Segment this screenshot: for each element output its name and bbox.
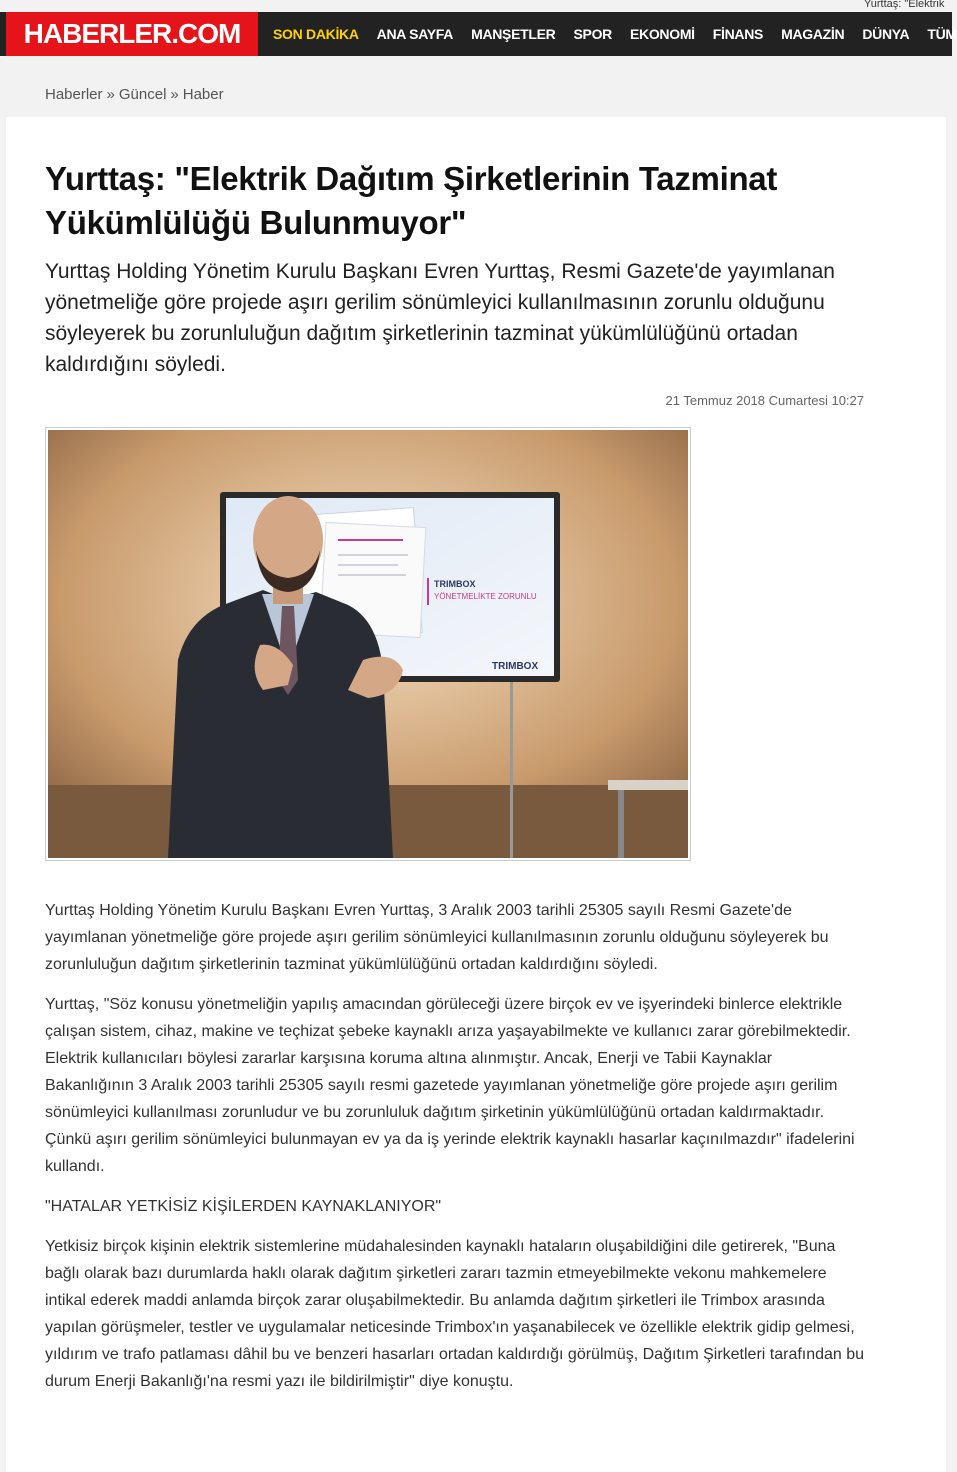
nav-item-son-dakika[interactable]: SON DAKİKA <box>273 26 359 42</box>
breadcrumb-haber[interactable]: Haber <box>182 86 224 103</box>
breadcrumb-guncel[interactable]: Güncel <box>118 86 167 103</box>
nav-item-mansetler[interactable]: MANŞETLER <box>471 26 556 42</box>
nav-item-dunya[interactable]: DÜNYA <box>862 26 910 42</box>
nav-item-spor[interactable]: SPOR <box>573 26 612 42</box>
article-image <box>45 427 691 861</box>
breadcrumb <box>45 86 224 103</box>
top-strip <box>0 0 952 12</box>
nav-item-ana-sayfa[interactable]: ANA SAYFA <box>376 26 454 42</box>
site-logo[interactable]: HABERLER.COM <box>6 12 258 56</box>
breadcrumb-separator: » <box>170 86 179 103</box>
article-paragraph: Yurttaş Holding Yönetim Kurulu Başkanı Evren Yurttaş, 3 Aralık 2003 tarihli 25305 sayılı Resmi Gazete'de yayımlanan yönetmeliğe göre projede aşırı gerilim sönümleyici kullanılmasının zorunlu olduğunu söyleyerek bu zorunluluğun dağıtım şirketlerinin tazminat yükümlülüğünü ortadan kaldırdığını söyledi. <box>45 902 829 973</box>
navbar <box>0 12 957 56</box>
breadcrumb-haberler[interactable]: Haberler <box>45 86 103 103</box>
screen-title: TRIMBOX <box>434 579 476 589</box>
nav-item-magazin[interactable]: MAGAZİN <box>781 26 845 42</box>
article-title: Yurttaş: "Elektrik Dağıtım Şirketlerinin Tazminat Yükümlülüğü Bulunmuyor" <box>45 160 778 241</box>
screen-brand: TRIMBOX <box>492 661 539 672</box>
headline-ticker[interactable]: Yurttaş: "Elektrik <box>864 0 945 10</box>
article-summary: Yurttaş Holding Yönetim Kurulu Başkanı Evren Yurttaş, Resmi Gazete'de yayımlanan yönetmeliğe göre projede aşırı gerilim sönümleyici kullanılmasının zorunlu olduğunu söyleyerek bu zorunluluğun dağıtım şirketlerinin tazminat yükümlülüğünü ortadan kaldırdığını söyledi. <box>45 260 835 376</box>
article-paragraph: Yetkisiz birçok kişinin elektrik sistemlerine müdahalesinden kaynaklı hataların oluşabildiğini dile getirerek, "Buna bağlı olarak bazı durumlarda haklı olarak dağıtım şirketleri zararı tazmin etmeyebilmekte vekonu mahkemelere intikal ederek maddi anlamda birçok zarar oluşabilmektedir. Bu anlamda dağıtım şirketleri ile Trimbox arasında yapılan görüşmeler, testler ve uygulamalar neticesinde Trimbox'ın yaşanabilecek ve özellikle elektrik gidip gelmesi, yıldırım ve trafo patlaması dâhil bu ve benzeri hasarları ortadan kaldırdığı görülmüş, Dağıtım Şirketleri tarafından bu durum Enerji Bakanlığı'na resmi yazı ile bildirilmiştir" diye konuştu. <box>45 1238 865 1390</box>
article-date: 21 Temmuz 2018 Cumartesi 10:27 <box>665 393 864 408</box>
article-photo <box>48 430 688 858</box>
nav-item-ekonomi[interactable]: EKONOMİ <box>629 26 695 42</box>
article-paragraph: Yurttaş, "Söz konusu yönetmeliğin yapılış amacından görüleceği üzere birçok ev ve işyerindeki binlerce elektrikle çalışan sistem, cihaz, makine ve teçhizat şebeke kaynaklı arıza yaşayabilmekte ve kullanıcı zarar görebilmektedir. Elektrik kullanıcıları böylesi zararlar karşısına koruma altına alınmıştır. Ancak, Enerji ve Tabii Kaynaklar Bakanlığının 3 Aralık 2003 tarihli 25305 sayılı resmi gazetede yayımlanan yönetmeliğe göre projede aşırı gerilim sönümleyici kullanılması zorunludur ve bu zorunluluk dağıtım şirketinin yükümlülüğünü ortadan kaldırmaktadır. Çünkü aşırı gerilim sönümleyici bulunmayan ev ya da iş yerinde elektrik kaynaklı hasarlar kaçınılmazdır" ifadelerini kullandı. <box>45 996 855 1175</box>
screen-subtitle: YÖNETMELİKTE ZORUNLU <box>434 592 537 601</box>
main-menu <box>264 12 957 56</box>
nav-item-tum[interactable]: TÜM <box>927 26 957 42</box>
article-subheading: "HATALAR YETKİSİZ KİŞİLERDEN KAYNAKLANIYOR" <box>45 1198 442 1215</box>
article-body <box>45 897 865 1408</box>
breadcrumb-separator: » <box>106 86 115 103</box>
nav-item-finans[interactable]: FİNANS <box>712 26 764 42</box>
